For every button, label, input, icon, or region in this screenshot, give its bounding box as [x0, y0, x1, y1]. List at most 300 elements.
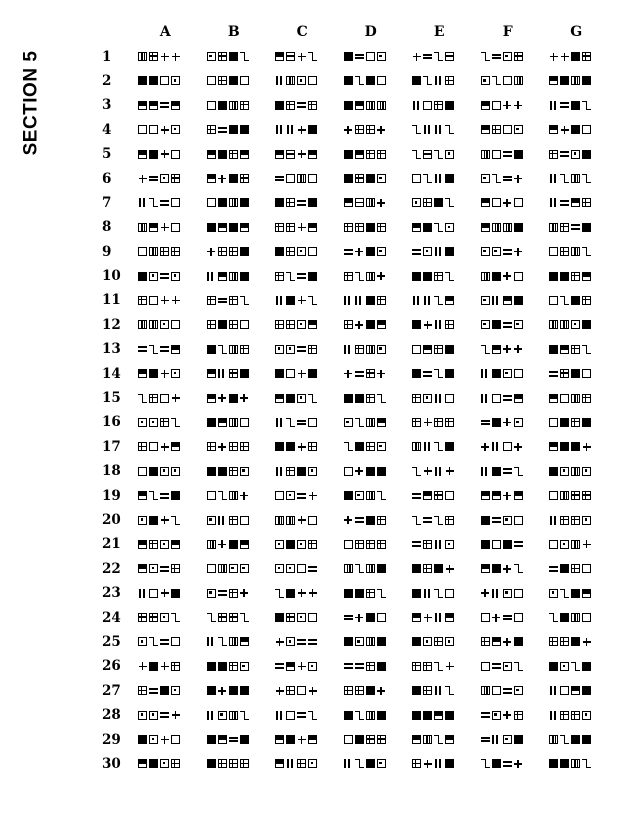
square-with-cross-grid-icon [229, 467, 238, 476]
half-filled-square-icon [582, 272, 591, 281]
symbol-code [336, 148, 405, 160]
half-filled-square-icon [355, 150, 364, 159]
symbol-code [541, 368, 610, 380]
square-with-double-vertical-bars-icon [138, 320, 147, 329]
square-with-cross-grid-icon [434, 491, 443, 500]
double-bar-equals-icon [355, 52, 364, 61]
row-number: 17 [102, 438, 121, 455]
symbol-code [336, 563, 405, 575]
row-number: 4 [102, 121, 112, 138]
filled-square-icon [560, 76, 569, 85]
open-square-icon [492, 198, 501, 207]
filled-square-icon [240, 686, 249, 695]
plus-sign-icon [582, 442, 591, 451]
glyph-icon [514, 613, 523, 622]
filled-square-icon [377, 637, 386, 646]
symbol-code [473, 685, 542, 697]
filled-square-icon [286, 394, 295, 403]
open-square-icon [160, 76, 169, 85]
plus-sign-icon [445, 564, 454, 573]
symbol-code [541, 99, 610, 111]
zigzag-steps-icon [240, 711, 249, 720]
filled-square-icon [355, 735, 364, 744]
plus-sign-icon [445, 467, 454, 476]
double-vertical-bars-icon [549, 516, 558, 525]
double-bar-equals-icon [297, 491, 306, 500]
filled-square-icon [229, 52, 238, 61]
zigzag-steps-icon [560, 735, 569, 744]
zigzag-steps-icon [240, 613, 249, 622]
zigzag-steps-icon [218, 345, 227, 354]
plus-sign-icon [240, 589, 249, 598]
filled-square-icon [582, 320, 591, 329]
square-with-center-dot-icon [503, 516, 512, 525]
plus-sign-icon [171, 296, 180, 305]
half-filled-square-icon [275, 52, 284, 61]
open-square-icon [171, 320, 180, 329]
row-number: 14 [102, 365, 121, 382]
filled-square-icon [366, 247, 375, 256]
half-filled-square-icon [240, 637, 249, 646]
double-bar-equals-icon [355, 662, 364, 671]
square-with-horizontal-bar-icon [286, 150, 295, 159]
symbol-code [404, 660, 473, 672]
plus-sign-icon [218, 686, 227, 695]
square-with-cross-grid-icon [514, 52, 523, 61]
column-header: A [159, 24, 171, 41]
square-with-cross-grid-icon [229, 150, 238, 159]
filled-square-icon [445, 345, 454, 354]
symbol-code [404, 221, 473, 233]
square-with-cross-grid-icon [560, 637, 569, 646]
plus-sign-icon [160, 223, 169, 232]
symbol-code [473, 490, 542, 502]
plus-sign-icon [297, 662, 306, 671]
square-with-center-dot-icon [571, 150, 580, 159]
square-with-cross-grid-icon [481, 637, 490, 646]
zigzag-steps-icon [445, 686, 454, 695]
symbol-code [336, 392, 405, 404]
symbol-code [199, 416, 268, 428]
symbol-code [541, 734, 610, 746]
symbol-code [267, 685, 336, 697]
symbol-code [199, 51, 268, 63]
symbol-code [336, 441, 405, 453]
double-bar-equals-icon [160, 101, 169, 110]
open-square-icon [514, 369, 523, 378]
square-with-cross-grid-icon [355, 345, 364, 354]
half-filled-square-icon [481, 223, 490, 232]
plus-sign-icon [160, 150, 169, 159]
square-with-center-dot-icon [171, 467, 180, 476]
symbol-code [541, 660, 610, 672]
plus-sign-icon [171, 394, 180, 403]
filled-square-icon [286, 442, 295, 451]
square-with-center-dot-icon [514, 320, 523, 329]
symbol-code [404, 124, 473, 136]
filled-square-icon [412, 76, 421, 85]
symbol-code [267, 197, 336, 209]
double-vertical-bars-icon [344, 296, 353, 305]
zigzag-steps-icon [149, 491, 158, 500]
square-with-double-vertical-bars-icon [481, 150, 490, 159]
plus-sign-icon [503, 101, 512, 110]
open-square-icon [171, 150, 180, 159]
open-square-icon [344, 735, 353, 744]
symbol-code [130, 514, 199, 526]
plus-sign-icon [582, 637, 591, 646]
open-square-icon [240, 516, 249, 525]
square-with-cross-grid-icon [423, 686, 432, 695]
square-with-center-dot-icon [423, 247, 432, 256]
plus-sign-icon [377, 125, 386, 134]
double-vertical-bars-icon [434, 613, 443, 622]
filled-square-icon [549, 467, 558, 476]
square-with-center-dot-icon [207, 589, 216, 598]
double-vertical-bars-icon [138, 589, 147, 598]
square-with-cross-grid-icon [138, 686, 147, 695]
plus-sign-icon [423, 320, 432, 329]
filled-square-icon [582, 150, 591, 159]
plus-sign-icon [275, 686, 284, 695]
open-square-icon [308, 247, 317, 256]
plus-sign-icon [514, 247, 523, 256]
symbol-code [473, 514, 542, 526]
double-bar-equals-icon [423, 516, 432, 525]
zigzag-steps-icon [514, 467, 523, 476]
plus-sign-icon [503, 272, 512, 281]
symbol-code [473, 75, 542, 87]
filled-square-icon [481, 540, 490, 549]
filled-square-icon [366, 223, 375, 232]
square-with-cross-grid-icon [160, 247, 169, 256]
symbol-code [267, 514, 336, 526]
zigzag-steps-icon [308, 711, 317, 720]
zigzag-steps-icon [286, 272, 295, 281]
filled-square-icon [240, 735, 249, 744]
zigzag-steps-icon [434, 442, 443, 451]
symbol-code [336, 538, 405, 550]
filled-square-icon [149, 662, 158, 671]
square-with-center-dot-icon [377, 174, 386, 183]
square-with-double-vertical-bars-icon [297, 174, 306, 183]
half-filled-square-icon [207, 369, 216, 378]
plus-sign-icon [344, 516, 353, 525]
double-vertical-bars-icon [549, 711, 558, 720]
filled-square-icon [171, 491, 180, 500]
double-vertical-bars-icon [207, 711, 216, 720]
symbol-code [541, 709, 610, 721]
zigzag-steps-icon [560, 589, 569, 598]
plus-sign-icon [344, 125, 353, 134]
filled-square-icon [582, 223, 591, 232]
filled-square-icon [240, 125, 249, 134]
square-with-cross-grid-icon [434, 345, 443, 354]
row-number: 27 [102, 682, 121, 699]
symbol-code [336, 51, 405, 63]
filled-square-icon [571, 296, 580, 305]
zigzag-steps-icon [445, 272, 454, 281]
square-with-double-vertical-bars-icon [366, 564, 375, 573]
square-with-double-vertical-bars-icon [149, 320, 158, 329]
open-square-icon [582, 369, 591, 378]
square-with-cross-grid-icon [149, 394, 158, 403]
square-with-cross-grid-icon [366, 735, 375, 744]
open-square-icon [492, 686, 501, 695]
double-bar-equals-icon [492, 52, 501, 61]
filled-square-icon [377, 662, 386, 671]
square-with-center-dot-icon [286, 637, 295, 646]
square-with-cross-grid-icon [412, 394, 421, 403]
zigzag-steps-icon [308, 52, 317, 61]
square-with-center-dot-icon [503, 369, 512, 378]
half-filled-square-icon [138, 491, 147, 500]
open-square-icon [171, 637, 180, 646]
symbol-code [473, 197, 542, 209]
square-with-double-vertical-bars-icon [549, 223, 558, 232]
plus-sign-icon [503, 711, 512, 720]
zigzag-steps-icon [571, 662, 580, 671]
half-filled-square-icon [412, 735, 421, 744]
symbol-code [130, 197, 199, 209]
half-filled-square-icon [481, 564, 490, 573]
symbol-code [130, 51, 199, 63]
filled-square-icon [434, 198, 443, 207]
symbol-code [130, 173, 199, 185]
symbol-code [267, 294, 336, 306]
zigzag-steps-icon [434, 223, 443, 232]
square-with-cross-grid-icon [308, 442, 317, 451]
row-number: 12 [102, 316, 121, 333]
square-with-double-vertical-bars-icon [229, 711, 238, 720]
square-with-cross-grid-icon [240, 101, 249, 110]
square-with-cross-grid-icon [207, 125, 216, 134]
symbol-code [336, 709, 405, 721]
plus-sign-icon [138, 662, 147, 671]
symbol-code [267, 490, 336, 502]
square-with-double-vertical-bars-icon [560, 491, 569, 500]
double-vertical-bars-icon [434, 174, 443, 183]
double-bar-equals-icon [160, 272, 169, 281]
double-bar-equals-icon [503, 247, 512, 256]
half-filled-square-icon [138, 101, 147, 110]
symbol-code [541, 51, 610, 63]
symbol-code [404, 758, 473, 770]
filled-square-icon [571, 637, 580, 646]
half-filled-square-icon [275, 735, 284, 744]
plus-sign-icon [377, 198, 386, 207]
open-square-icon [560, 686, 569, 695]
open-square-icon [549, 296, 558, 305]
half-filled-square-icon [240, 540, 249, 549]
symbol-code [336, 319, 405, 331]
filled-square-icon [149, 369, 158, 378]
half-filled-square-icon [355, 101, 364, 110]
row-number: 28 [102, 707, 121, 724]
zigzag-steps-icon [514, 662, 523, 671]
filled-square-icon [503, 540, 512, 549]
square-with-center-dot-icon [503, 735, 512, 744]
double-bar-equals-icon [149, 174, 158, 183]
square-with-cross-grid-icon [218, 247, 227, 256]
open-square-icon [377, 76, 386, 85]
double-bar-equals-icon [503, 394, 512, 403]
column-header: D [364, 24, 377, 41]
square-with-center-dot-icon [207, 516, 216, 525]
double-vertical-bars-icon [549, 686, 558, 695]
square-with-double-vertical-bars-icon [149, 247, 158, 256]
symbol-code [541, 392, 610, 404]
zigzag-steps-icon [355, 418, 364, 427]
plus-sign-icon [503, 564, 512, 573]
square-with-center-dot-icon [240, 564, 249, 573]
open-square-icon [171, 735, 180, 744]
half-filled-square-icon [138, 759, 147, 768]
square-with-double-vertical-bars-icon [571, 759, 580, 768]
symbol-code [404, 343, 473, 355]
zigzag-steps-icon [434, 150, 443, 159]
symbol-code [267, 563, 336, 575]
plus-sign-icon [308, 491, 317, 500]
square-with-cross-grid-icon [229, 759, 238, 768]
square-with-center-dot-icon [160, 540, 169, 549]
filled-square-icon [297, 467, 306, 476]
square-with-center-dot-icon [549, 589, 558, 598]
half-filled-square-icon [492, 345, 501, 354]
double-vertical-bars-icon [207, 272, 216, 281]
square-with-cross-grid-icon [229, 662, 238, 671]
double-bar-equals-icon [481, 711, 490, 720]
half-filled-square-icon [549, 394, 558, 403]
open-square-icon [297, 686, 306, 695]
filled-square-icon [229, 223, 238, 232]
symbol-code [404, 490, 473, 502]
plus-sign-icon [503, 637, 512, 646]
symbol-code [267, 709, 336, 721]
square-with-double-vertical-bars-icon [549, 320, 558, 329]
open-square-icon [549, 247, 558, 256]
square-with-center-dot-icon [297, 76, 306, 85]
plus-sign-icon [355, 467, 364, 476]
double-vertical-bars-icon [275, 296, 284, 305]
filled-square-icon [149, 759, 158, 768]
filled-square-icon [366, 296, 375, 305]
symbol-code [267, 612, 336, 624]
symbol-code [404, 99, 473, 111]
filled-square-icon [571, 589, 580, 598]
square-with-cross-grid-icon [149, 52, 158, 61]
filled-square-icon [229, 174, 238, 183]
plus-sign-icon [297, 735, 306, 744]
square-with-cross-grid-icon [571, 516, 580, 525]
symbol-code [336, 368, 405, 380]
square-with-cross-grid-icon [138, 296, 147, 305]
symbol-code [130, 734, 199, 746]
symbol-code [404, 197, 473, 209]
square-with-cross-grid-icon [560, 223, 569, 232]
square-with-cross-grid-icon [366, 369, 375, 378]
square-with-center-dot-icon [412, 198, 421, 207]
filled-square-icon [366, 320, 375, 329]
square-with-cross-grid-icon [366, 589, 375, 598]
double-bar-equals-icon [218, 125, 227, 134]
double-vertical-bars-icon [481, 369, 490, 378]
square-with-double-vertical-bars-icon [275, 516, 284, 525]
symbol-code [130, 709, 199, 721]
zigzag-steps-icon [171, 516, 180, 525]
double-bar-equals-icon [503, 467, 512, 476]
row-number: 30 [102, 755, 121, 772]
row-number: 8 [102, 219, 112, 236]
symbol-code [541, 490, 610, 502]
square-with-center-dot-icon [149, 418, 158, 427]
zigzag-steps-icon [171, 613, 180, 622]
half-filled-square-icon [138, 564, 147, 573]
double-vertical-bars-icon [434, 76, 443, 85]
symbol-code [199, 514, 268, 526]
double-vertical-bars-icon [275, 418, 284, 427]
symbol-code [404, 709, 473, 721]
symbol-code [541, 587, 610, 599]
square-with-cross-grid-icon [434, 637, 443, 646]
plus-sign-icon [481, 589, 490, 598]
filled-square-icon [218, 662, 227, 671]
symbol-code [404, 563, 473, 575]
square-with-cross-grid-icon [571, 418, 580, 427]
filled-square-icon [229, 540, 238, 549]
double-vertical-bars-icon [218, 369, 227, 378]
square-with-cross-grid-icon [229, 247, 238, 256]
open-square-icon [366, 52, 375, 61]
filled-square-icon [412, 320, 421, 329]
row-number: 20 [102, 512, 121, 528]
plus-sign-icon [218, 540, 227, 549]
double-vertical-bars-icon [275, 76, 284, 85]
symbol-code [404, 173, 473, 185]
zigzag-steps-icon [412, 467, 421, 476]
filled-square-icon [355, 589, 364, 598]
square-with-double-vertical-bars-icon [503, 223, 512, 232]
zigzag-steps-icon [582, 174, 591, 183]
symbol-code [130, 441, 199, 453]
zigzag-steps-icon [138, 394, 147, 403]
square-with-cross-grid-icon [355, 174, 364, 183]
plus-sign-icon [297, 150, 306, 159]
row-number: 23 [102, 585, 121, 602]
symbol-code [404, 270, 473, 282]
plus-sign-icon [492, 613, 501, 622]
square-with-center-dot-icon [514, 418, 523, 427]
row-number: 16 [102, 414, 121, 431]
symbol-code [541, 758, 610, 770]
square-with-cross-grid-icon [240, 174, 249, 183]
row-number: 9 [102, 243, 112, 260]
row-number: 29 [102, 731, 121, 748]
open-square-icon [207, 76, 216, 85]
double-vertical-bars-icon [275, 125, 284, 134]
symbol-code [336, 490, 405, 502]
symbol-code [473, 246, 542, 258]
half-filled-square-icon [549, 442, 558, 451]
symbol-code [473, 416, 542, 428]
row-number: 25 [102, 633, 121, 650]
symbol-code [473, 124, 542, 136]
square-with-cross-grid-icon [560, 516, 569, 525]
double-bar-equals-icon [492, 662, 501, 671]
filled-square-icon [582, 735, 591, 744]
square-with-cross-grid-icon [412, 418, 421, 427]
half-filled-square-icon [218, 223, 227, 232]
